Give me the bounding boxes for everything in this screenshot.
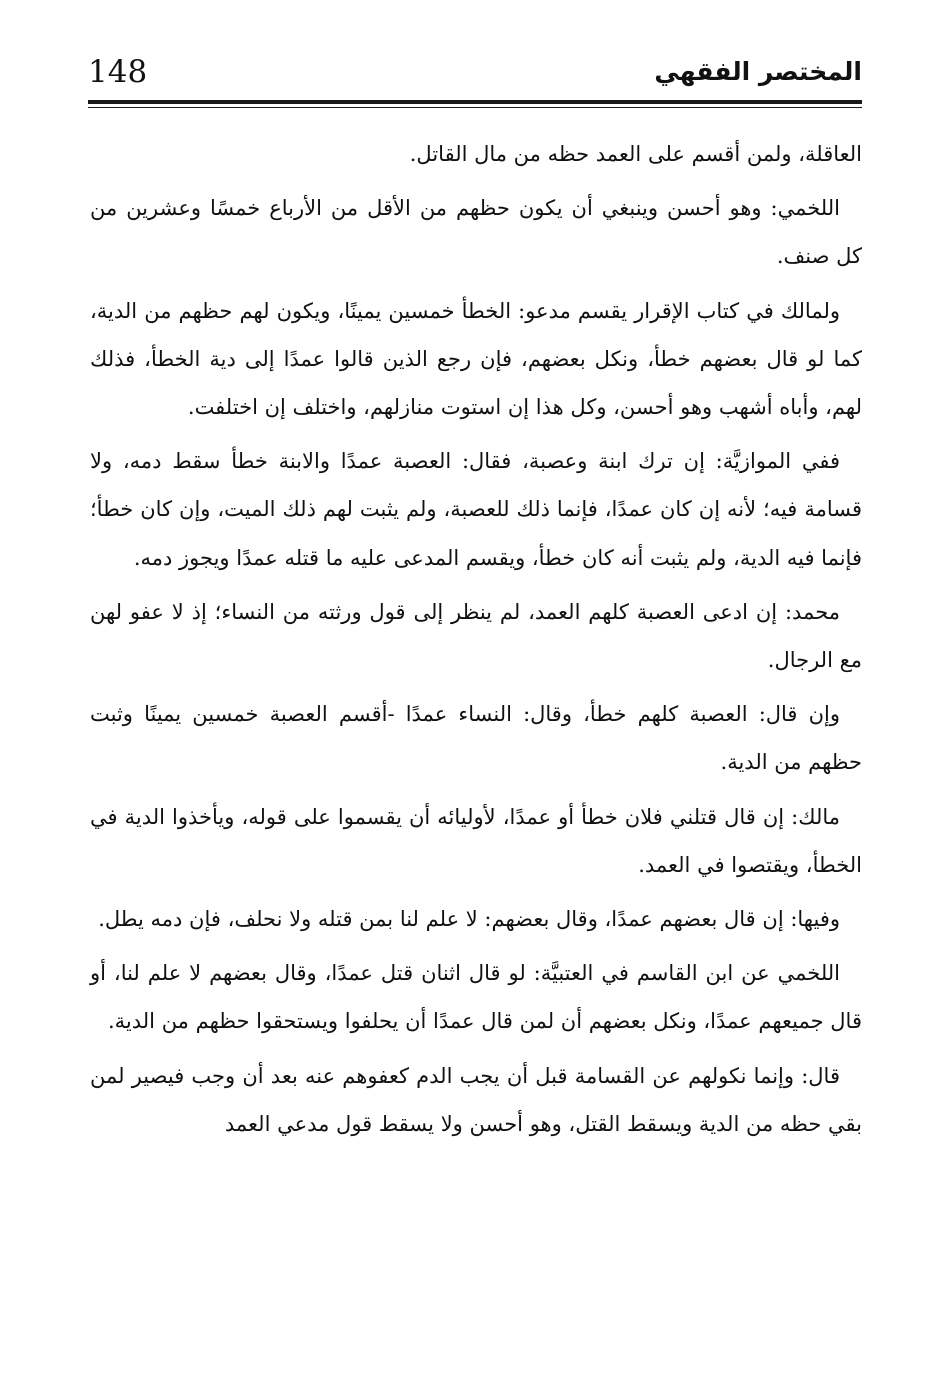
paragraph: وفيها: إن قال بعضهم عمدًا، وقال بعضهم: لا علم لنا بمن قتله ولا نحلف، فإن دمه يطل. xyxy=(98,907,840,932)
running-title: المختصر الفقهي xyxy=(654,57,862,86)
paragraph: ولمالك في كتاب الإقرار يقسم مدعو: الخطأ خمسين يمينًا، ويكون لهم حظهم من الدية، كما لو قال بعضهم خطأ، ونكل بعضهم، فإن رجع الذين قالوا عمدًا إلى دية الخطأ، فذلك لهم، وأباه أشهب وهو أحسن، وكل هذا إن استوت منازلهم، واختلف إن اختلفت. xyxy=(90,298,862,420)
paragraph: اللخمي: وهو أحسن وينبغي أن يكون حظهم من الأقل من الأرباع خمسًا وعشرين من كل صنف. xyxy=(90,196,862,269)
paragraph: اللخمي عن ابن القاسم في العتبيَّة: لو قال اثنان قتل عمدًا، وقال بعضهم لا علم لنا، أو قال جميعهم عمدًا، ونكل بعضهم أن لمن قال عمدًا أن يحلفوا ويستحقوا حظهم من الدية. xyxy=(90,961,862,1034)
paragraph: العاقلة، ولمن أقسم على العمد حظه من مال القاتل. xyxy=(409,142,862,166)
paragraph: وإن قال: العصبة كلهم خطأ، وقال: النساء عمدًا -أقسم العصبة خمسين يمينًا وثبت حظهم من الدية. xyxy=(90,702,862,775)
body-text xyxy=(90,130,862,1154)
header-rule-thin xyxy=(88,107,862,108)
paragraph: مالك: إن قال قتلني فلان خطأ أو عمدًا، لأوليائه أن يقسموا على قوله، ويأخذوا الدية في الخطأ، ويقتصوا في العمد. xyxy=(90,804,862,877)
page-header xyxy=(88,52,862,102)
paragraph: محمد: إن ادعى العصبة كلهم العمد، لم ينظر إلى قول ورثته من النساء؛ إذ لا عفو لهن مع الرجال. xyxy=(90,599,862,673)
header-rule-thick xyxy=(88,100,862,104)
page-number: 148 xyxy=(88,54,148,90)
paragraph: قال: وإنما نكولهم عن القسامة قبل أن يجب الدم كعفوهم عنه بعد أن وجب فيصير لمن بقي حظه من الدية ويسقط القتل، وهو أحسن ولا يسقط قول مدعي العمد xyxy=(90,1063,862,1136)
paragraph: ففي الموازيَّة: إن ترك ابنة وعصبة، فقال: العصبة عمدًا والابنة خطأ سقط دمه، ولا قسامة فيه؛ لأنه إن كان عمدًا، فإنما ذلك للعصبة، ولم يثبت لهم ذلك الميت، وإن كان خطأ؛ فإنما فيه الدية، ولم يثبت أنه كان خطأ، ويقسم المدعى عليه ما قتله عمدًا ويجوز دمه. xyxy=(90,449,862,570)
